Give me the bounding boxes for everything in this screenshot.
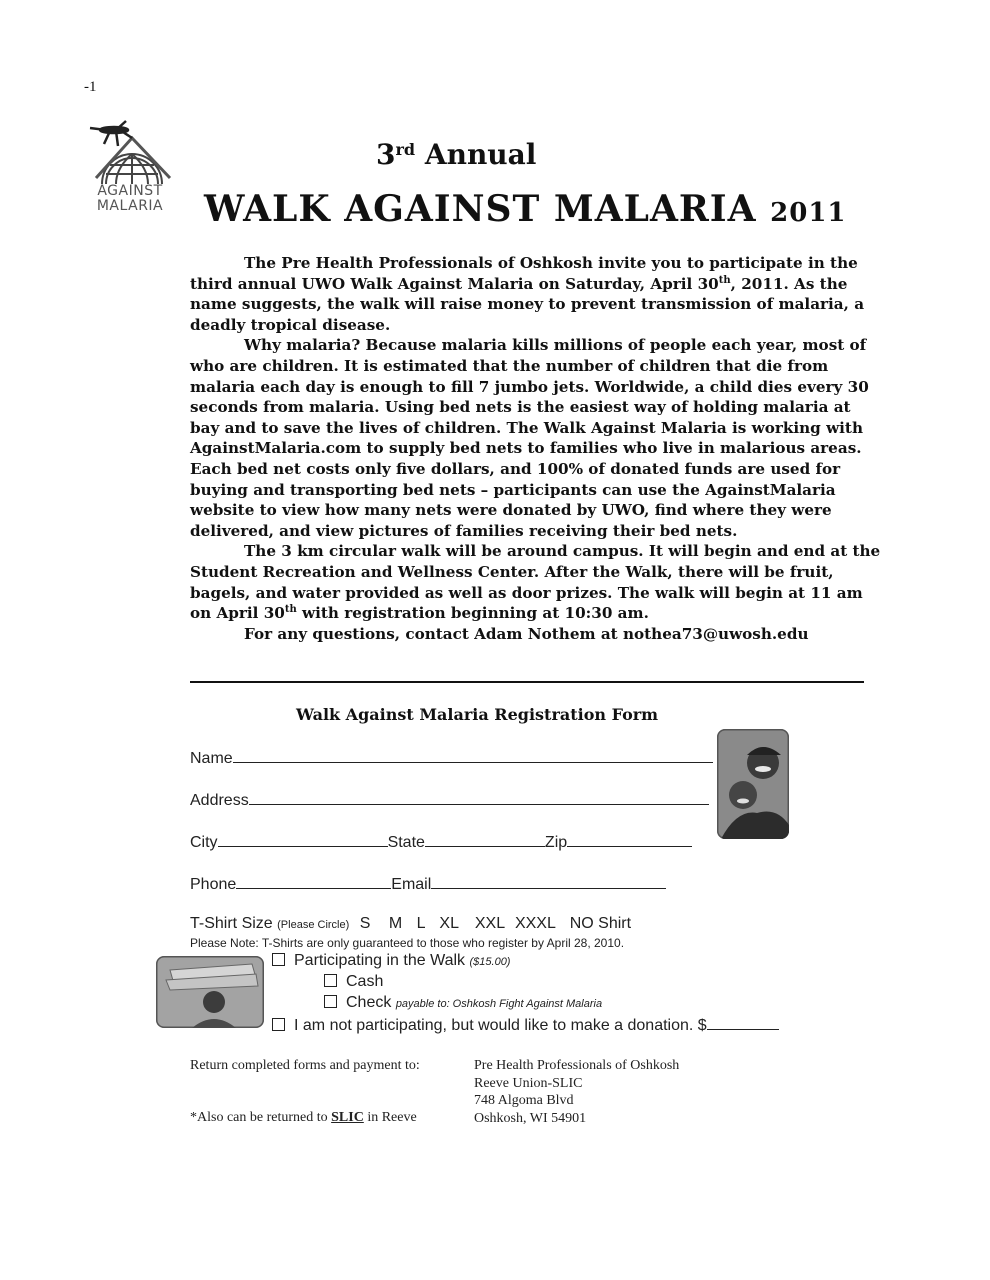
tshirt-option[interactable]: NO Shirt bbox=[569, 915, 632, 932]
form-title: Walk Against Malaria Registration Form bbox=[296, 705, 659, 724]
page-title: WALK AGAINST MALARIA 2011 bbox=[204, 188, 847, 230]
checkbox[interactable] bbox=[272, 953, 285, 966]
city-state-zip-fields[interactable]: City State Zip bbox=[190, 832, 692, 852]
heading-annual: 3rd Annual bbox=[376, 138, 537, 171]
participating-option[interactable]: Participating in the Walk ($15.00) bbox=[272, 952, 510, 970]
intro-paragraph-1: The Pre Health Professionals of Oshkosh invite you to participate in the third annual UWO Walk Against Malaria on Saturday, April 30th, 2011. As the name suggests, the walk will raise money to prevent transmission of malaria, a deadly tropical disease. bbox=[190, 254, 865, 334]
tshirt-option[interactable]: XXL bbox=[474, 915, 505, 932]
checkbox[interactable] bbox=[324, 995, 337, 1008]
intro-text bbox=[190, 253, 884, 644]
divider bbox=[190, 681, 864, 683]
tshirt-note: Please Note: T-Shirts are only guaranteed to those who register by April 28, 2010. bbox=[190, 936, 625, 950]
tshirt-option[interactable]: XL bbox=[439, 915, 459, 932]
return-address: Pre Health Professionals of Oshkosh Reeve Union-SLIC 748 Algoma Blvd Oshkosh, WI 54901 bbox=[474, 1058, 680, 1126]
intro-paragraph-4: For any questions, contact Adam Nothem at nothea73@uwosh.edu bbox=[244, 624, 809, 643]
tshirt-option[interactable]: S bbox=[359, 915, 371, 932]
address-field[interactable]: Address bbox=[190, 790, 709, 810]
cash-option[interactable]: Cash bbox=[324, 973, 383, 991]
return-label: Return completed forms and payment to: bbox=[190, 1058, 420, 1073]
tshirt-option[interactable]: XXXL bbox=[514, 915, 556, 932]
phone-email-fields[interactable]: Phone Email bbox=[190, 874, 666, 894]
tshirt-size-row: T-Shirt Size (Please Circle) S M L XL XXL XXXL NO Shirt bbox=[190, 915, 632, 932]
children-photo bbox=[717, 729, 789, 839]
logo-text: AGAINST MALARIA bbox=[96, 183, 164, 214]
tshirt-option[interactable]: L bbox=[416, 915, 425, 932]
child-carrying-nets-photo bbox=[156, 956, 264, 1028]
checkbox[interactable] bbox=[324, 974, 337, 987]
intro-paragraph-3: The 3 km circular walk will be around campus. It will begin and end at the Student Recreation and Wellness Center. After the Walk, there will be fruit, bagels, and water provided as well as door prizes. The walk will begin at 11 am on April 30th with registration beginning at 10:30 am. bbox=[190, 542, 881, 623]
also-return-note: *Also can be returned to SLIC in Reeve bbox=[190, 1110, 417, 1125]
checkbox[interactable] bbox=[272, 1018, 285, 1031]
page-number: -1 bbox=[84, 79, 97, 95]
name-field[interactable]: Name bbox=[190, 748, 713, 768]
donation-option[interactable]: I am not participating, but would like to make a donation. $ bbox=[272, 1015, 779, 1035]
tshirt-option[interactable]: M bbox=[388, 915, 403, 932]
check-option[interactable]: Check payable to: Oshkosh Fight Against Malaria bbox=[324, 994, 602, 1012]
intro-paragraph-2: Why malaria? Because malaria kills millions of people each year, most of who are children. It is estimated that the number of children that die from malaria each day is enough to fill 7 jumbo jets. Worldwide, a child dies every 30 seconds from malaria. Using bed nets is the easiest way of holding malaria at bay and to save the lives of children. The Walk Against Malaria is working with AgainstMalaria.com to supply bed nets to families who live in malarious areas. Each bed net costs only five dollars, and 100% of donated funds are used for buying and transporting bed nets – participants can use the AgainstMalaria website to view how many nets were donated by UWO, find where they were delivered, and view pictures of families receiving their bed nets. bbox=[190, 336, 869, 540]
